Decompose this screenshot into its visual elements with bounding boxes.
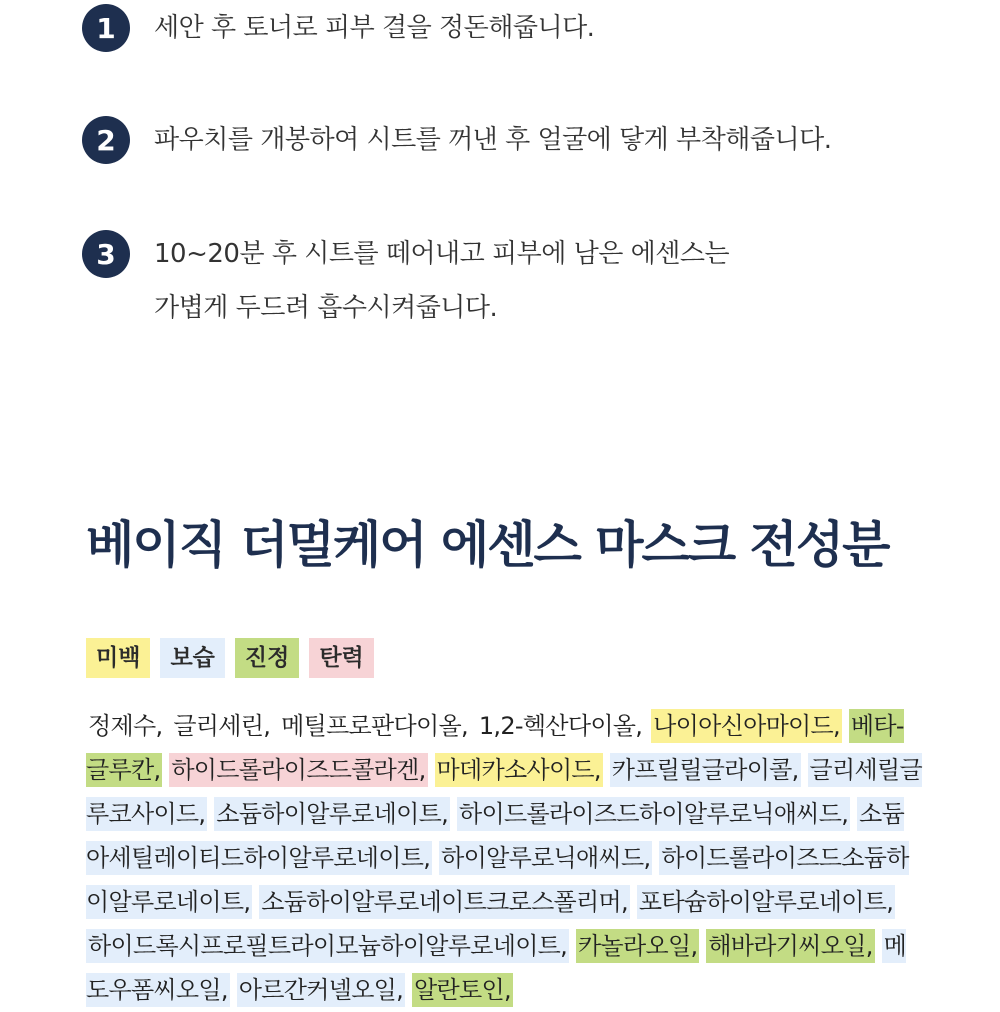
step-number-badge: 3	[82, 230, 130, 278]
ingredient-item: 소듐하이알루로네이트,	[214, 797, 450, 831]
legend-tag: 탄력	[309, 638, 373, 678]
step-number-badge: 2	[82, 116, 130, 164]
ingredient-item: 메틸프로판다이올,	[281, 712, 475, 740]
ingredient-item: 하이드롤라이즈드소듐하이알루로네이트,	[86, 841, 909, 919]
ingredient-item: 해바라기씨오일,	[706, 929, 874, 963]
legend-tag: 진정	[235, 638, 299, 678]
ingredient-item: 나이아신아마이드,	[651, 709, 842, 743]
ingredient-item: 정제수,	[88, 712, 170, 740]
step-2	[82, 116, 832, 167]
legend-tag: 미백	[86, 638, 150, 678]
ingredient-item: 글리세릴글루코사이드,	[86, 753, 922, 831]
step-text: 10~20분 후 시트를 떼어내고 피부에 남은 에센스는 가볍게 두드려 흡수시켜줍니다.	[154, 239, 730, 323]
ingredient-item: 하이드록시프로필트라이모늄하이알루로네이트,	[86, 929, 569, 963]
step-text: 파우치를 개봉하여 시트를 꺼낸 후 얼굴에 닿게 부착해줍니다.	[154, 125, 832, 155]
step-3	[82, 230, 729, 335]
legend-tag: 보습	[160, 638, 224, 678]
step-text: 세안 후 토너로 피부 결을 정돈해줍니다.	[154, 13, 595, 43]
ingredient-item: 글리세린,	[173, 712, 278, 740]
step-number-badge: 1	[82, 4, 130, 52]
step-1	[82, 4, 594, 55]
ingredient-item: 카놀라오일,	[576, 929, 699, 963]
ingredient-item: 포타슘하이알루로네이트,	[637, 885, 895, 919]
ingredient-item: 카프릴릴글라이콜,	[610, 753, 801, 787]
ingredient-item: 소듐하이알루로네이트크로스폴리머,	[259, 885, 630, 919]
ingredient-item: 하이드롤라이즈드하이알루로닉애씨드,	[457, 797, 850, 831]
ingredient-item: 마데카소사이드,	[435, 753, 603, 787]
ingredient-item: 베타-글루칸,	[86, 709, 904, 787]
ingredient-category-legend	[86, 638, 374, 678]
ingredient-list	[86, 704, 926, 1012]
ingredient-item: 소듐아세틸레이티드하이알루로네이트,	[86, 797, 904, 875]
ingredient-item: 메도우폼씨오일,	[86, 929, 906, 1007]
ingredient-item: 하이알루로닉애씨드,	[439, 841, 652, 875]
ingredient-item: 알란토인,	[412, 973, 513, 1007]
ingredient-item: 1,2-헥산다이올,	[478, 712, 650, 740]
section-title: 베이직 더멀케어 에센스 마스크 전성분	[86, 516, 889, 574]
ingredient-item: 하이드롤라이즈드콜라겐,	[169, 753, 427, 787]
ingredient-item: 아르간커넬오일,	[237, 973, 405, 1007]
